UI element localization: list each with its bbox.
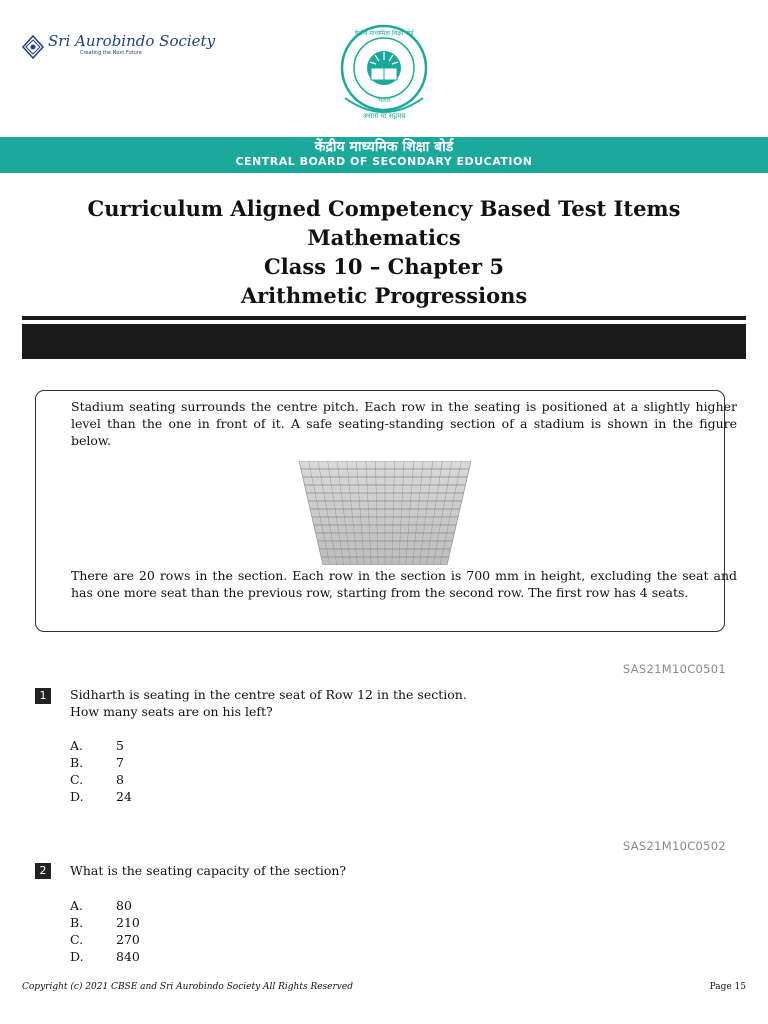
option-letter: D. — [70, 949, 84, 964]
title-line-2: Mathematics — [307, 225, 461, 250]
passage-paragraph-1: Stadium seating surrounds the centre pitch. Each row in the seating is positioned at a slightly higher level than the one in front of it. A safe seating-standing section of a stadium is shown in the figure below. — [71, 399, 737, 448]
option[interactable] — [70, 897, 132, 914]
society-emblem-icon — [20, 34, 46, 60]
option-letter: C. — [70, 772, 84, 787]
logo-tagline: Creating the Next Future — [80, 50, 142, 56]
option[interactable] — [70, 914, 140, 931]
option[interactable] — [70, 771, 124, 788]
board-name-hindi: केंद्रीय माध्यमिक शिक्षा बोर्ड — [314, 139, 454, 155]
option-value: 80 — [116, 898, 132, 913]
option-letter: A. — [70, 898, 84, 913]
footer-copyright: Copyright (c) 2021 CBSE and Sri Aurobindo Society All Rights Reserved — [22, 982, 353, 992]
option[interactable] — [70, 737, 124, 754]
seal-motto: असतो मा सद्गमय — [362, 112, 406, 120]
option-value: 7 — [116, 755, 124, 770]
option-value: 5 — [116, 738, 124, 753]
title-line-3: Class 10 – Chapter 5 — [264, 254, 504, 279]
question-2-text: What is the seating capacity of the section? — [70, 863, 347, 878]
divider-thin — [22, 316, 746, 320]
document-title-block — [0, 194, 768, 310]
option-letter: A. — [70, 738, 84, 753]
option[interactable] — [70, 788, 132, 805]
passage-box — [35, 390, 737, 632]
option-letter: B. — [70, 755, 84, 770]
question-number-badge: 2 — [35, 863, 51, 879]
logo-brand-text: Sri Aurobindo Society — [48, 32, 216, 50]
seal-bottom-text: भारत — [377, 96, 391, 104]
cbse-seal — [335, 22, 433, 130]
question-code: SAS21M10C0502 — [622, 839, 726, 853]
question-1-text — [70, 686, 467, 720]
option-value: 210 — [116, 915, 140, 930]
option-value: 8 — [116, 772, 124, 787]
passage-paragraph-2: There are 20 rows in the section. Each row in the section is 700 mm in height, excluding the seat and has one more seat than the previous row, starting from the second row. The first row has 4 seats. — [71, 568, 737, 600]
question-1-line-2: How many seats are on his left? — [70, 704, 273, 719]
title-line-4: Arithmetic Progressions — [240, 283, 528, 308]
option[interactable] — [70, 948, 140, 965]
board-name-band — [0, 137, 768, 173]
question-number-badge: 1 — [35, 688, 51, 704]
question-1-line-1: Sidharth is seating in the centre seat of Row 12 in the section. — [70, 687, 467, 702]
seal-top-text: केंद्रीय माध्यमिक शिक्षा बोर्ड — [354, 30, 414, 37]
option-letter: D. — [70, 789, 84, 804]
board-name-english: CENTRAL BOARD OF SECONDARY EDUCATION — [235, 155, 533, 168]
question-code: SAS21M10C0501 — [622, 662, 726, 676]
option-letter: B. — [70, 915, 84, 930]
option-value: 270 — [116, 932, 140, 947]
footer-page-number: Page 15 — [709, 982, 746, 992]
option-value: 24 — [116, 789, 132, 804]
title-line-1: Curriculum Aligned Competency Based Test Items — [87, 196, 681, 221]
divider-thick — [22, 324, 746, 359]
option[interactable] — [70, 754, 124, 771]
sri-aurobindo-society-logo — [20, 30, 216, 64]
option-value: 840 — [116, 949, 140, 964]
option-letter: C. — [70, 932, 84, 947]
stadium-figure — [299, 461, 471, 565]
option[interactable] — [70, 931, 140, 948]
